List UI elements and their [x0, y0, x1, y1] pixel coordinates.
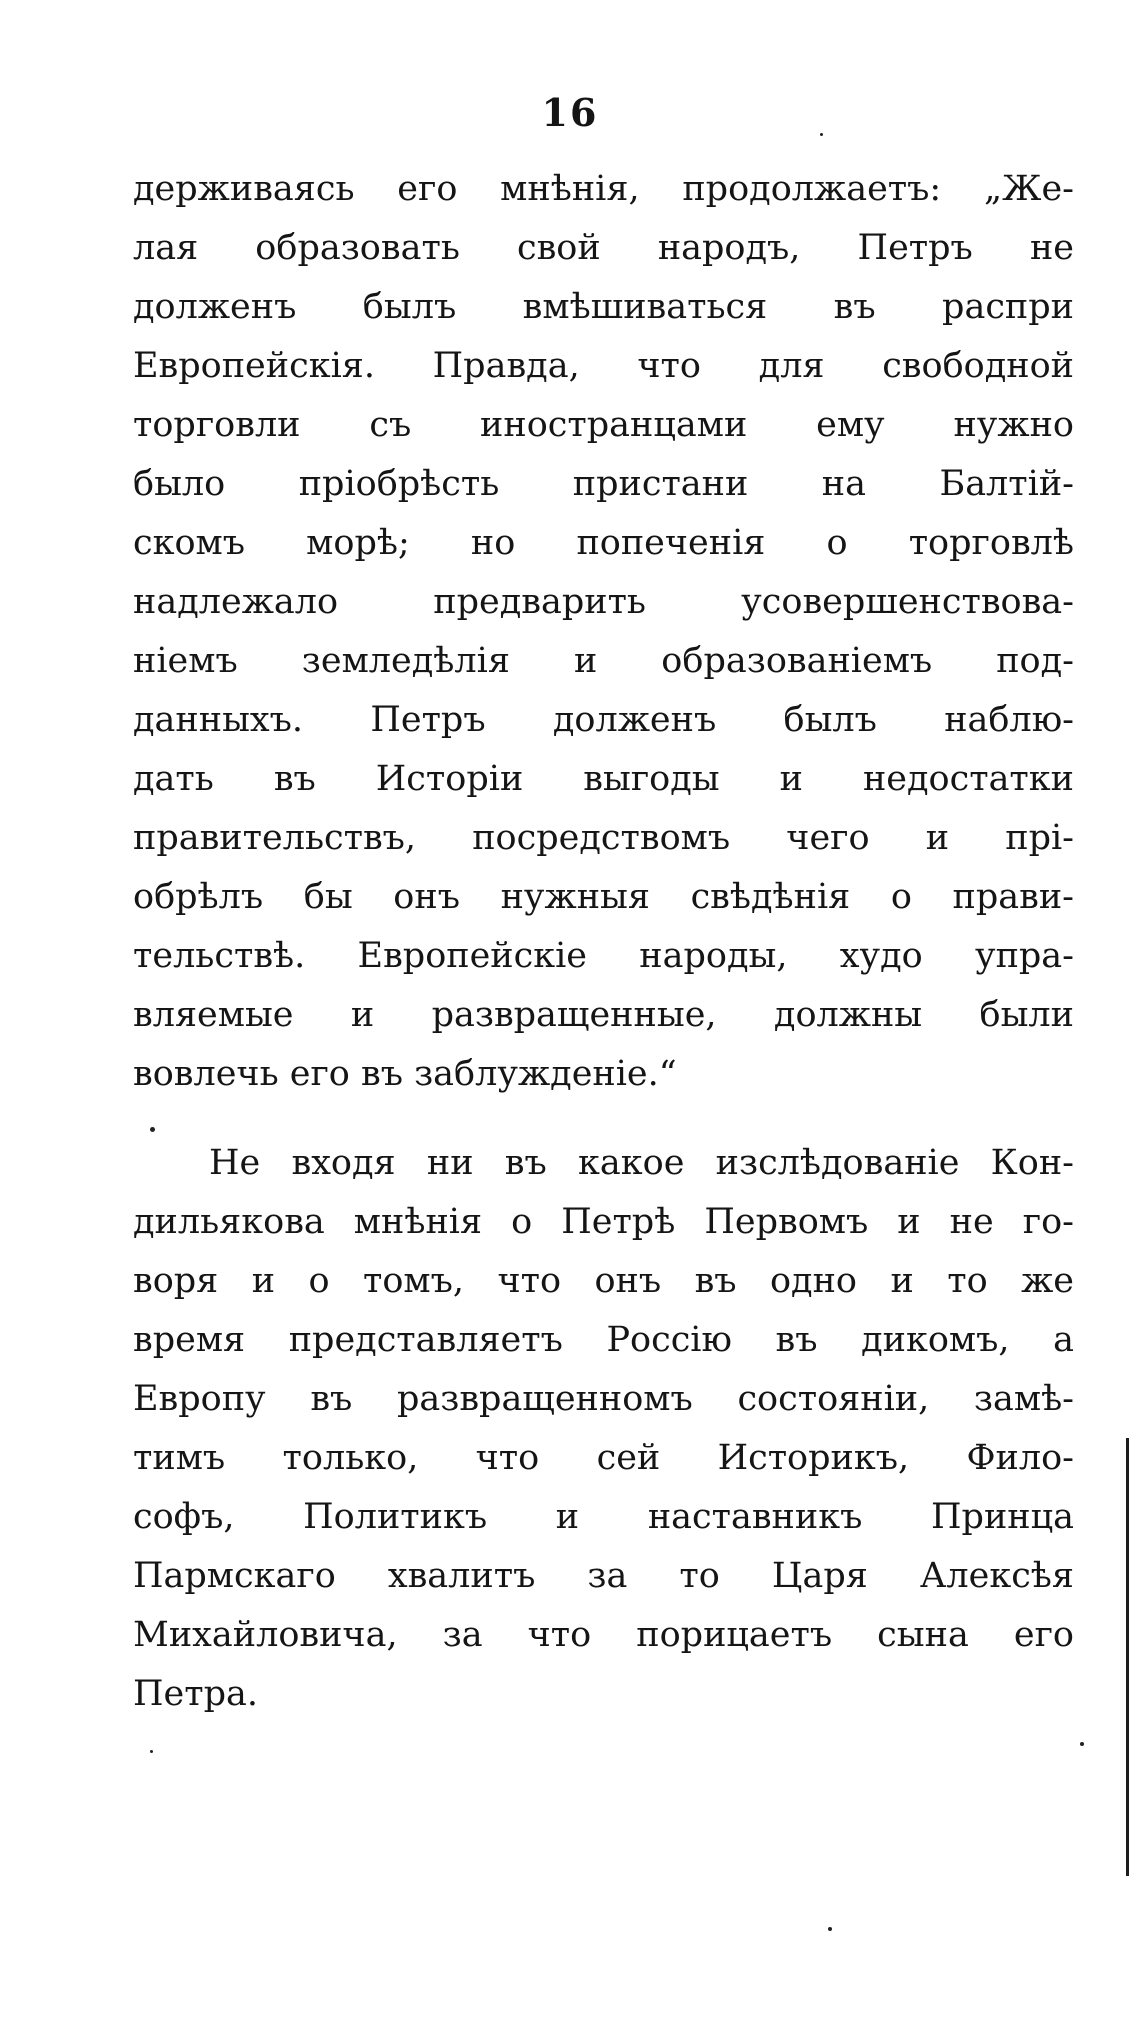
text-line: дать въ Исторіи выгоды и недостатки	[133, 759, 1074, 799]
paragraph-2	[133, 1134, 1074, 1724]
text-line: скомъ морѣ; но попеченія о торговлѣ	[133, 523, 1074, 563]
text-line: ніемъ земледѣлія и образованіемъ под-	[133, 641, 1074, 681]
scan-speck	[1080, 1742, 1084, 1746]
text-line: дильякова мнѣнія о Петрѣ Первомъ и не го-	[133, 1202, 1074, 1242]
text-line: тельствѣ. Европейскіе народы, худо упра-	[133, 936, 1074, 976]
text-line: торговли съ иностранцами ему нужно	[133, 405, 1074, 445]
scan-edge-line	[1126, 1438, 1129, 1876]
scan-speck	[150, 1750, 153, 1753]
text-line: воря и о томъ, что онъ въ одно и то же	[133, 1261, 1074, 1301]
text-line: Михайловича, за что порицаетъ сына его	[133, 1615, 1074, 1655]
text-line: тимъ только, что сей Историкъ, Фило-	[133, 1438, 1074, 1478]
text-line: держиваясь его мнѣнія, продолжаетъ: „Же-	[133, 169, 1074, 209]
text-line: вляемые и развращенные, должны были	[133, 995, 1074, 1035]
text-line: правительствъ, посредствомъ чего и прі-	[133, 818, 1074, 858]
text-line: время представляетъ Россію въ дикомъ, а	[133, 1320, 1074, 1360]
text-line: данныхъ. Петръ долженъ былъ наблю-	[133, 700, 1074, 740]
scan-speck	[828, 1927, 832, 1931]
text-line: Европу въ развращенномъ состояніи, замѣ-	[133, 1379, 1074, 1419]
page-number: 16	[541, 90, 599, 135]
text-line: Петра.	[133, 1674, 258, 1714]
paragraph-1	[133, 160, 1074, 1104]
text-line: Пармскаго хвалитъ за то Царя Алексѣя	[133, 1556, 1074, 1596]
scan-speck	[820, 133, 823, 136]
text-line: Не входя ни въ какое изслѣдованіе Кон-	[209, 1143, 1074, 1183]
text-line: обрѣлъ бы онъ нужныя свѣдѣнія о прави-	[133, 877, 1074, 917]
text-line: софъ, Политикъ и наставникъ Принца	[133, 1497, 1074, 1537]
text-line: надлежало предварить усовершенствова-	[133, 582, 1074, 622]
text-line: лая образовать свой народъ, Петръ не	[133, 228, 1074, 268]
scan-speck	[150, 1127, 155, 1132]
text-line: долженъ былъ вмѣшиваться въ распри	[133, 287, 1074, 327]
text-line: Европейскія. Правда, что для свободной	[133, 346, 1074, 386]
text-line: было пріобрѣсть пристани на Балтій-	[133, 464, 1074, 504]
text-line: вовлечь его въ заблужденіе.“	[133, 1054, 677, 1094]
